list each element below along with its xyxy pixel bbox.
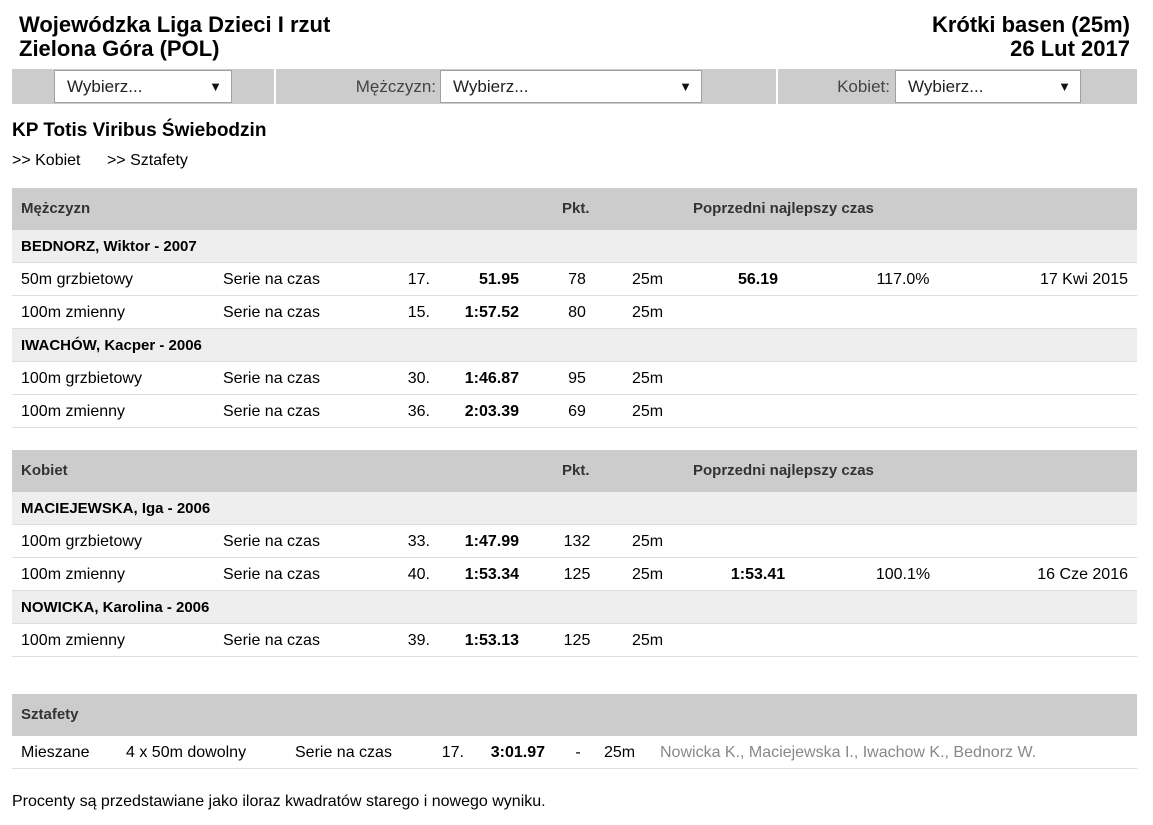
result-time: 3:01.97 — [490, 744, 545, 761]
round-name: Serie na czas — [223, 566, 320, 583]
round-name: Serie na czas — [223, 533, 320, 550]
points-header: Pkt. — [562, 462, 590, 479]
athlete-row[interactable] — [12, 329, 1137, 362]
course-type: Krótki basen (25m) — [931, 12, 1130, 37]
athlete-name[interactable]: IWACHÓW, Kacper - 2006 — [21, 337, 202, 354]
women-select[interactable] — [895, 70, 1081, 103]
club-select-value: Wybierz... — [67, 77, 143, 96]
round-name: Serie na czas — [223, 271, 320, 288]
relay-category: Mieszane — [21, 744, 90, 761]
result-time: 2:03.39 — [464, 403, 519, 420]
course-length: 25m — [632, 370, 664, 387]
result-row — [12, 263, 1137, 296]
points: - — [575, 744, 581, 761]
points: 95 — [568, 370, 586, 387]
result-row — [12, 395, 1137, 428]
athlete-name[interactable]: MACIEJEWSKA, Iga - 2006 — [21, 500, 211, 517]
athlete-name[interactable]: NOWICKA, Karolina - 2006 — [21, 599, 210, 616]
event-name: 50m grzbietowy — [21, 271, 134, 288]
result-row — [12, 558, 1137, 591]
men-select-label: Mężczyzn: — [355, 77, 436, 96]
event-name: 100m grzbietowy — [21, 370, 142, 387]
place: 17. — [407, 271, 430, 288]
round-name: Serie na czas — [295, 744, 392, 761]
course-length: 25m — [632, 632, 664, 649]
women-select-cell — [778, 69, 1137, 104]
meet-date: 26 Lut 2017 — [1010, 36, 1130, 61]
athlete-row[interactable] — [12, 591, 1137, 624]
result-row — [12, 296, 1137, 329]
result-time: 1:53.34 — [464, 566, 519, 583]
women-select-label: Kobiet: — [837, 77, 890, 96]
meet-info — [932, 13, 1130, 61]
previous-best-time: 1:53.41 — [730, 566, 786, 583]
previous-best-date: 16 Cze 2016 — [1037, 566, 1128, 583]
men-select[interactable] — [440, 70, 702, 103]
women-table-body — [12, 492, 1137, 657]
course-length: 25m — [604, 744, 636, 761]
athlete-row[interactable] — [12, 492, 1137, 525]
result-time: 1:47.99 — [464, 533, 519, 550]
event-name: 100m grzbietowy — [21, 533, 142, 550]
meet-location: Zielona Góra (POL) — [19, 36, 220, 61]
place: 40. — [407, 566, 430, 583]
points: 125 — [563, 632, 591, 649]
points-header: Pkt. — [562, 200, 590, 217]
place: 39. — [407, 632, 430, 649]
points: 69 — [568, 403, 586, 420]
athlete-name[interactable]: BEDNORZ, Wiktor - 2007 — [21, 238, 197, 255]
relay-table-title: Sztafety — [21, 706, 79, 723]
meet-header — [19, 13, 330, 61]
women-link[interactable]: >> Kobiet — [12, 152, 81, 169]
relay-event: 4 x 50m dowolny — [126, 744, 247, 761]
place: 33. — [407, 533, 430, 550]
relay-row — [12, 736, 1137, 769]
points: 80 — [568, 304, 586, 321]
relay-table-header — [12, 694, 1137, 736]
round-name: Serie na czas — [223, 403, 320, 420]
women-results-table — [12, 450, 1137, 657]
meet-title: Wojewódzka Liga Dzieci I rzut — [19, 12, 331, 37]
club-name: KP Totis Viribus Świebodzin — [12, 120, 267, 141]
result-time: 1:53.13 — [464, 632, 519, 649]
athlete-row[interactable] — [12, 230, 1137, 263]
club-select-cell — [12, 69, 274, 104]
place: 30. — [407, 370, 430, 387]
men-table-header — [12, 188, 1137, 230]
women-select-value: Wybierz... — [908, 77, 984, 96]
course-length: 25m — [632, 271, 664, 288]
round-name: Serie na czas — [223, 632, 320, 649]
chevron-down-icon: ▼ — [679, 79, 692, 94]
event-name: 100m zmienny — [21, 632, 126, 649]
relay-table-body — [12, 736, 1137, 769]
relays-link[interactable]: >> Sztafety — [106, 152, 188, 169]
event-name: 100m zmienny — [21, 566, 126, 583]
chevron-down-icon: ▼ — [209, 79, 222, 94]
result-row — [12, 525, 1137, 558]
points: 78 — [568, 271, 586, 288]
result-time: 51.95 — [478, 271, 519, 288]
women-table-title: Kobiet — [21, 462, 68, 479]
previous-best-header: Poprzedni najlepszy czas — [693, 462, 874, 479]
result-row — [12, 624, 1137, 657]
club-select[interactable] — [54, 70, 232, 103]
section-links — [12, 151, 210, 171]
women-table-header — [12, 450, 1137, 492]
result-time: 1:57.52 — [464, 304, 519, 321]
course-length: 25m — [632, 533, 664, 550]
improvement-percent: 117.0% — [876, 271, 930, 288]
place: 15. — [407, 304, 430, 321]
place: 17. — [441, 744, 464, 761]
place: 36. — [407, 403, 430, 420]
previous-best-date: 17 Kwi 2015 — [1039, 271, 1128, 288]
result-time: 1:46.87 — [464, 370, 519, 387]
course-length: 25m — [632, 566, 664, 583]
result-row — [12, 362, 1137, 395]
footnote: Procenty są przedstawiane jako iloraz kwadratów starego i nowego wyniku. — [12, 793, 546, 810]
event-name: 100m zmienny — [21, 304, 126, 321]
men-select-value: Wybierz... — [453, 77, 529, 96]
round-name: Serie na czas — [223, 370, 320, 387]
selector-bar — [12, 69, 1137, 104]
previous-best-time: 56.19 — [737, 271, 779, 288]
men-select-cell — [276, 69, 776, 104]
course-length: 25m — [632, 403, 664, 420]
points: 132 — [563, 533, 591, 550]
previous-best-header: Poprzedni najlepszy czas — [693, 200, 874, 217]
men-table-body — [12, 230, 1137, 428]
relay-swimmers: Nowicka K., Maciejewska I., Iwachow K., Bednorz W. — [660, 744, 1037, 761]
men-table-title: Mężczyzn — [21, 200, 91, 217]
chevron-down-icon: ▼ — [1058, 79, 1071, 94]
points: 125 — [563, 566, 591, 583]
men-results-table — [12, 188, 1137, 428]
improvement-percent: 100.1% — [875, 566, 931, 583]
course-length: 25m — [632, 304, 664, 321]
relay-results-table — [12, 694, 1137, 769]
round-name: Serie na czas — [223, 304, 320, 321]
event-name: 100m zmienny — [21, 403, 126, 420]
